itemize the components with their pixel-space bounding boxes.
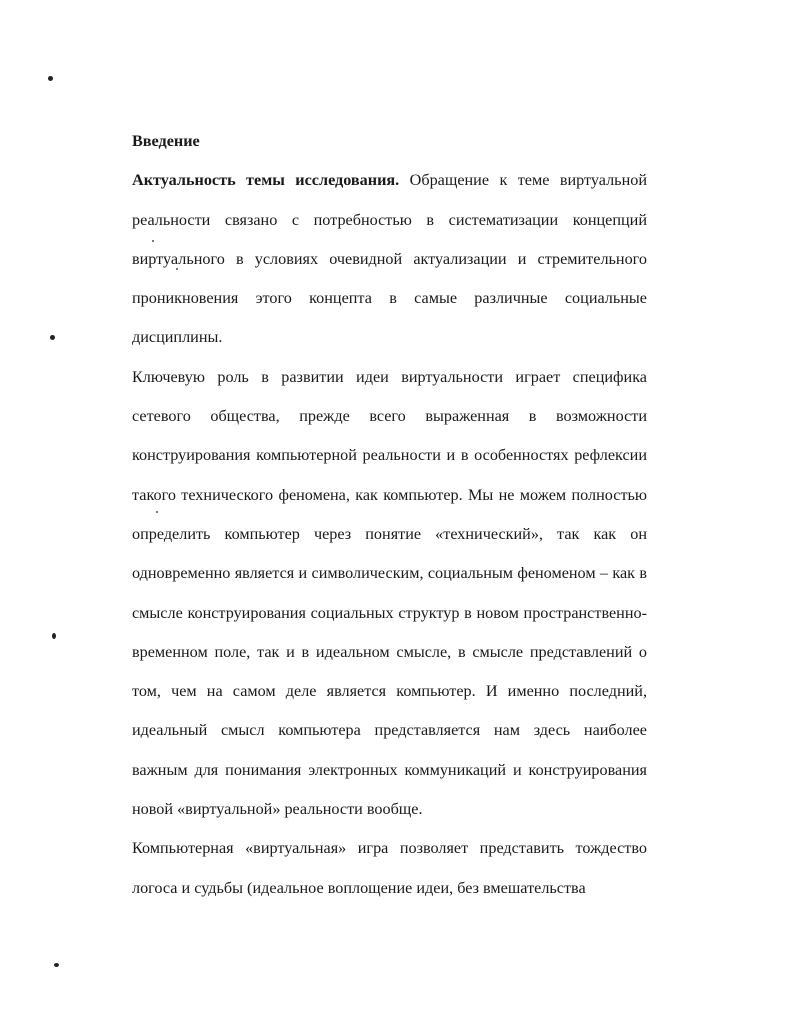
paragraph-network-society bbox=[132, 358, 647, 830]
scan-dot bbox=[52, 633, 56, 639]
section-heading: Введение bbox=[132, 132, 200, 150]
paragraph-text: Компьютерная «виртуальная» игра позволяет представить тождество логоса и судьбы (идеальное воплощение идеи, без вмешательства bbox=[132, 839, 647, 897]
paragraph-text: Обращение к теме виртуальной реальности связано с потребностью в систематизации концепций виртуального в условиях очевидной актуализации и стремительного проникновения этого концепта в самые различные социальные дисциплины. bbox=[132, 171, 647, 347]
paragraph-virtual-game bbox=[132, 829, 647, 908]
scan-dot bbox=[48, 76, 53, 81]
scan-dot bbox=[50, 335, 55, 340]
scan-dot bbox=[54, 963, 59, 967]
paragraph-text: Ключевую роль в развитии идеи виртуальности играет специфика сетевого общества, прежде всего выраженная в возможности конструирования компьютерной реальности и в особенностях рефлексии такого технического феномена, как компьютер. Мы не можем полностью определить компьютер через понятие «технический», так как он одновременно является и символическим, социальным феноменом – как в смысле конструирования социальных структур в новом пространственно-временном поле, так и в идеальном смысле, в смысле представлений о том, чем на самом деле является компьютер. И именно последний, идеальный смысл компьютера представляется нам здесь наиболее важным для понимания электронных коммуникаций и конструирования новой «виртуальной» реальности вообще. bbox=[132, 367, 647, 819]
document-body bbox=[132, 122, 647, 908]
paragraph-lead: Актуальность темы исследования. bbox=[132, 171, 400, 190]
paragraph-relevance bbox=[132, 161, 647, 357]
